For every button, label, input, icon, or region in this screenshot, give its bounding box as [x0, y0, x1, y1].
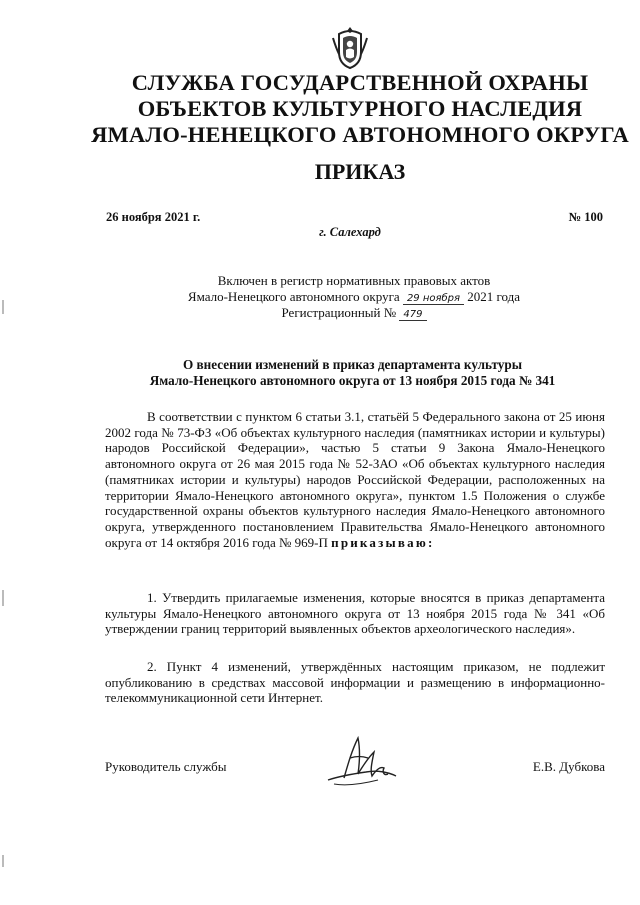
registration-date-handwritten: 29 ноября	[403, 293, 464, 305]
registration-stamp	[150, 273, 558, 321]
registration-region: Ямало-Ненецкого автономного округа	[187, 288, 400, 304]
signatory-name: Е.В. Дубкова	[532, 759, 605, 774]
signatory-role: Руководитель службы	[105, 759, 227, 774]
preamble-text: В соответствии с пунктом 6 статьи 3.1, статьёй 5 Федерального закона от 25 июня 2002 года № 73-ФЗ «Об объектах культурного наследия (памятниках истории и культуры) народов Российской Федерации», частью 5 статьи 9 Закона Ямало-Ненецкого автономного округа от 26 мая 2015 года № 52-ЗАО «Об объектах культурного наследия (памятниках истории и культуры) народов Российской Федерации, расположенных на территории Ямало-Ненецкого автономного округа», пунктом 1.5 Положения о службе государственной охраны объектов культурного наследия Ямало-Ненецкого автономного округа, утвержденного постановлением Правительства Ямало-Ненецкого автономного округа от 14 октября 2016 года № 969-П	[105, 409, 605, 550]
scan-edge-mark	[2, 855, 4, 867]
order-item-1: 1. Утвердить прилагаемые изменения, которые вносятся в приказ департамента культуры Ямало-Ненецкого автономного округа от 13 ноября 2015 года № 341 «Об утверждении границ территорий выявленных объектов археологического наследия».	[105, 590, 605, 637]
scan-edge-mark	[2, 300, 4, 314]
registration-number-label: Регистрационный №	[281, 304, 397, 320]
agency-line-2: ОБЪЕКТОВ КУЛЬТУРНОГО НАСЛЕДИЯ	[137, 96, 583, 121]
order-title-line-1: О внесении изменений в приказ департамента культуры	[182, 357, 523, 372]
order-city: г. Салехард	[319, 225, 381, 239]
document-type: ПРИКАЗ	[314, 159, 406, 184]
agency-line-1: СЛУЖБА ГОСУДАРСТВЕННОЙ ОХРАНЫ	[131, 70, 589, 95]
order-date: 26 ноября 2021 г.	[106, 210, 201, 224]
agency-name	[60, 70, 640, 148]
registration-year: 2021 года	[467, 288, 521, 304]
preamble-paragraph	[105, 409, 605, 550]
scan-edge-mark	[2, 590, 4, 606]
order-title-line-2: Ямало-Ненецкого автономного округа от 13 ноября 2015 года № 341	[149, 373, 556, 388]
registration-line-1: Включен в регистр нормативных правовых актов	[217, 273, 491, 288]
order-item-2: 2. Пункт 4 изменений, утверждённых настоящим приказом, не подлежит опубликованию в средствах массовой информации и размещению в информационно-телекоммуникационной сети Интернет.	[105, 659, 605, 706]
coat-of-arms-icon	[331, 24, 369, 70]
agency-line-3: ЯМАЛО-НЕНЕЦКОГО АВТОНОМНОГО ОКРУГА	[91, 122, 629, 147]
order-title	[100, 357, 605, 389]
registration-line-2	[150, 289, 558, 305]
registration-line-3	[150, 305, 558, 321]
order-number: № 100	[568, 210, 603, 224]
registration-number-handwritten: 479	[399, 309, 426, 321]
order-word: приказываю:	[331, 534, 435, 550]
handwritten-signature	[322, 734, 400, 790]
